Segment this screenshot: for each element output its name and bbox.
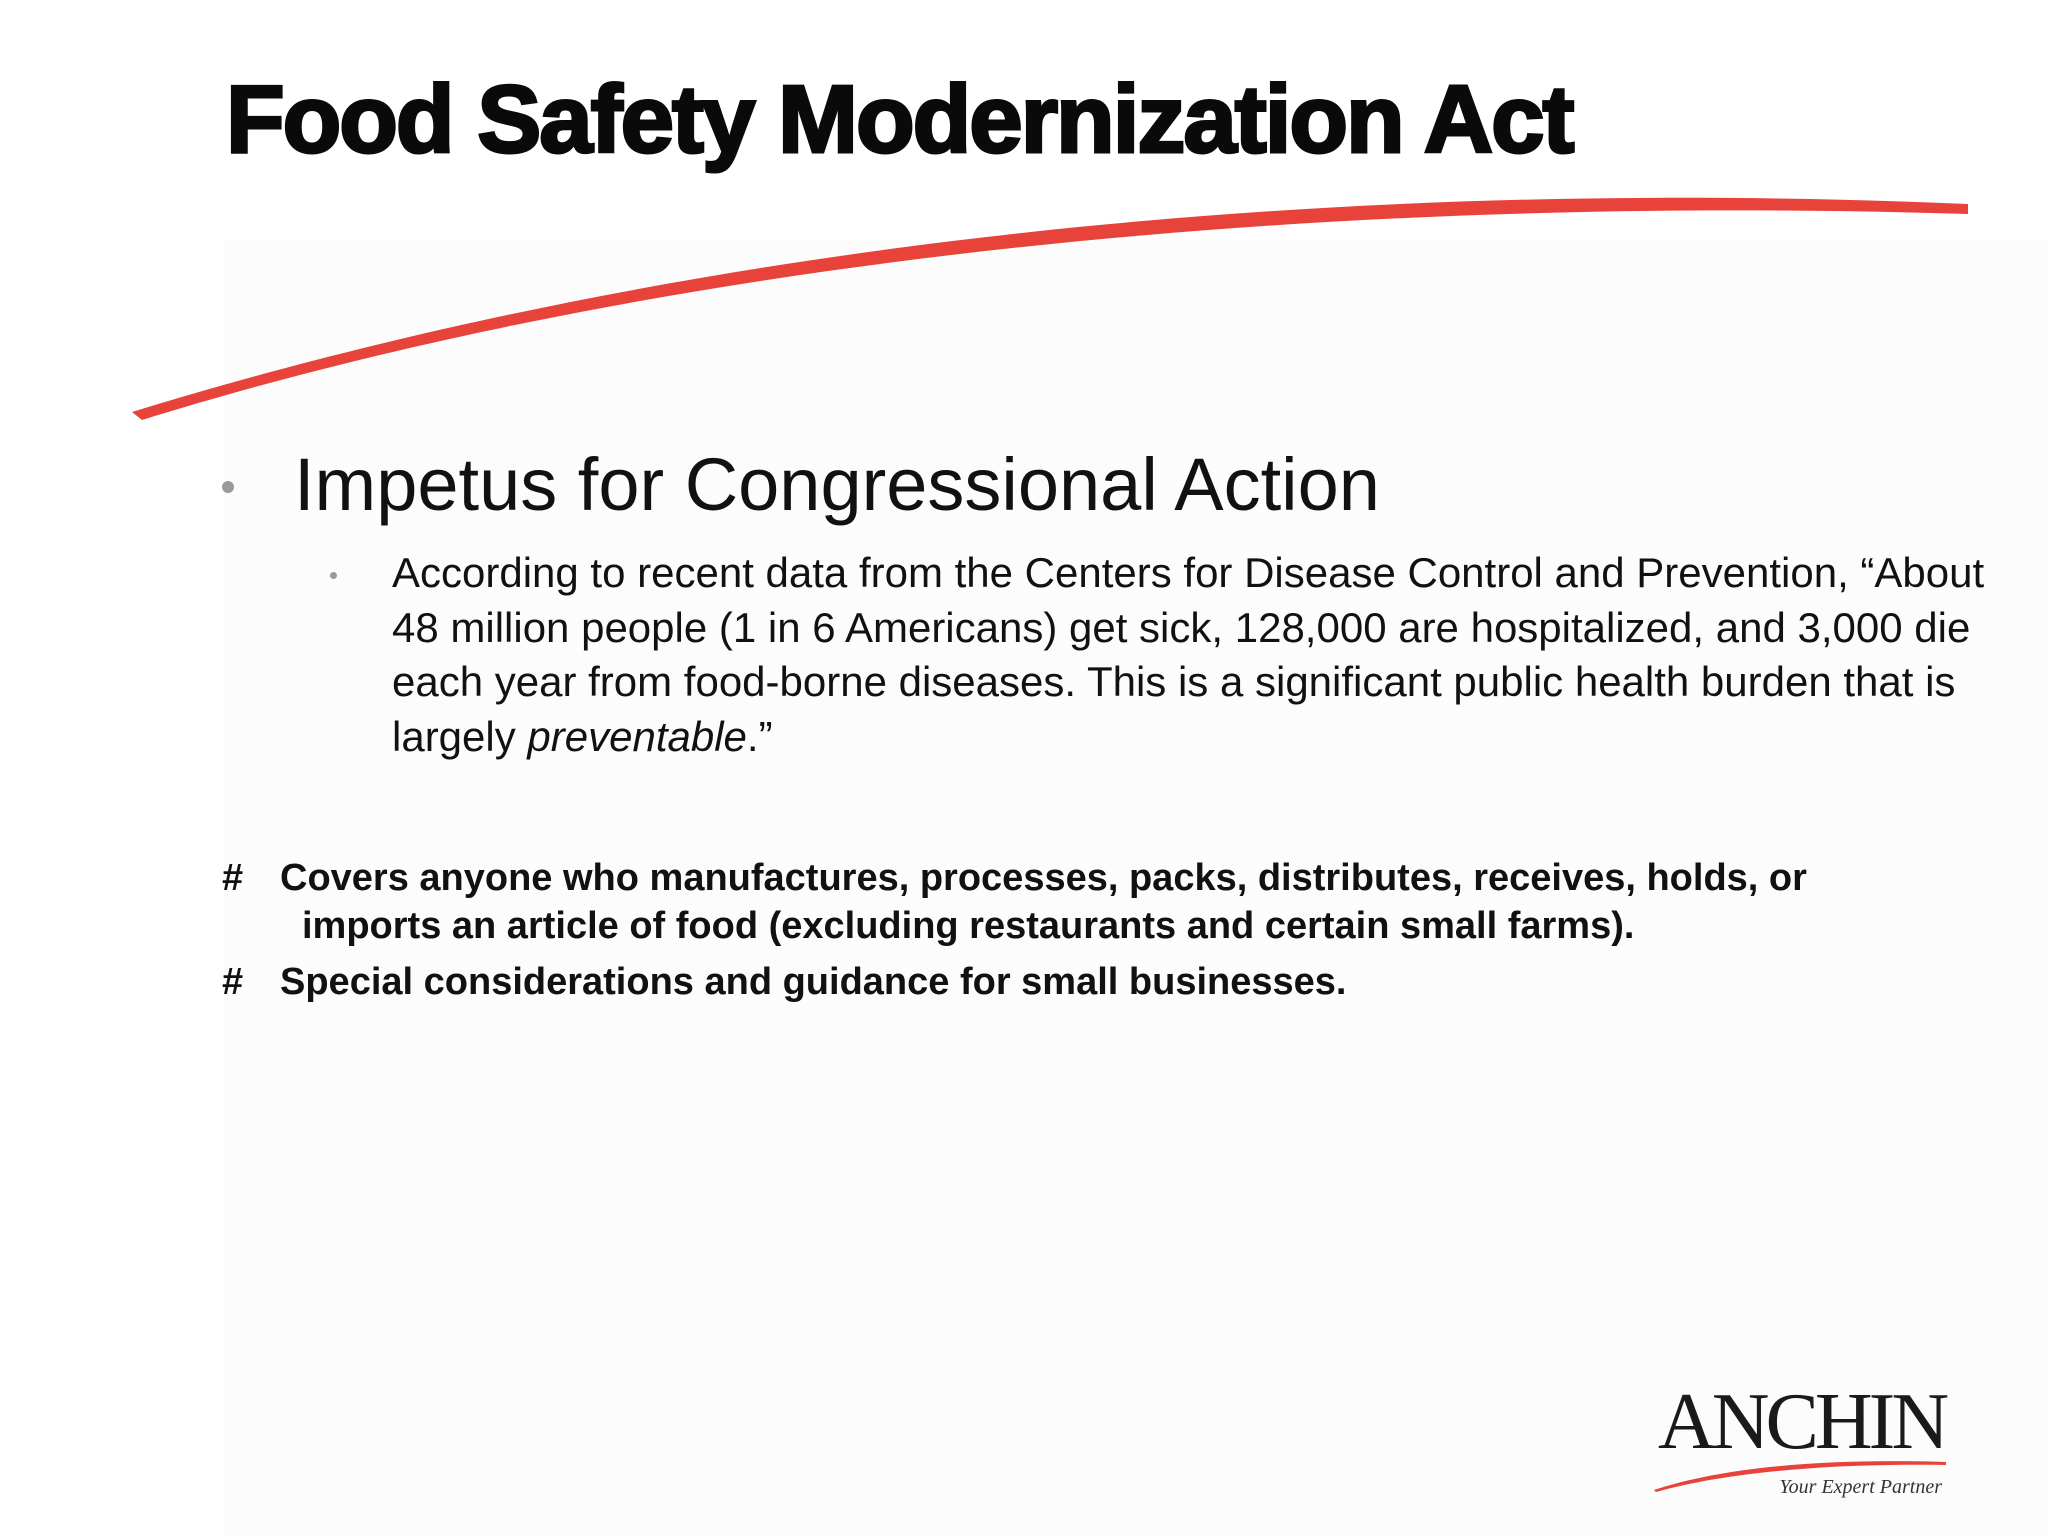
- hash-item-continuation: imports an article of food (excluding restaurants and certain small farms).: [302, 905, 1635, 947]
- hash-item-line: Special considerations and guidance for small businesses.: [280, 961, 1347, 1003]
- logo-wordmark: ANCHIN: [1658, 1378, 1946, 1466]
- hash-item-coverage: [222, 854, 1942, 950]
- quote-text: According to recent data from the Centers for Disease Control and Prevention, “About 48 million people (1 in 6 Americans) get sick, 128,000 are hospitalized, and 3,000 die each year from food-borne diseases. This is a significant public health burden that is largely: [392, 549, 1985, 760]
- emphasis-text: preventable: [527, 712, 747, 760]
- hash-marker: #: [222, 961, 244, 1003]
- sub-bullet-text: [392, 546, 1992, 764]
- bullet-dot-icon: [222, 481, 234, 493]
- slide-title: Food Safety Modernization Act: [226, 66, 1573, 173]
- main-bullet-item: [222, 443, 1380, 526]
- anchin-logo: [1650, 1370, 1950, 1506]
- quote-end: .”: [746, 712, 773, 760]
- hash-item-small-business: [222, 958, 1942, 1006]
- hash-marker: #: [222, 857, 244, 899]
- logo-tagline: Your Expert Partner: [1779, 1476, 1942, 1498]
- hash-item-line: Covers anyone who manufactures, processes, packs, distributes, receives, holds, or: [280, 857, 1807, 899]
- red-swoosh-path: [132, 198, 1968, 420]
- sub-bullet-dot-icon: [330, 572, 337, 579]
- main-bullet-text: Impetus for Congressional Action: [294, 443, 1380, 526]
